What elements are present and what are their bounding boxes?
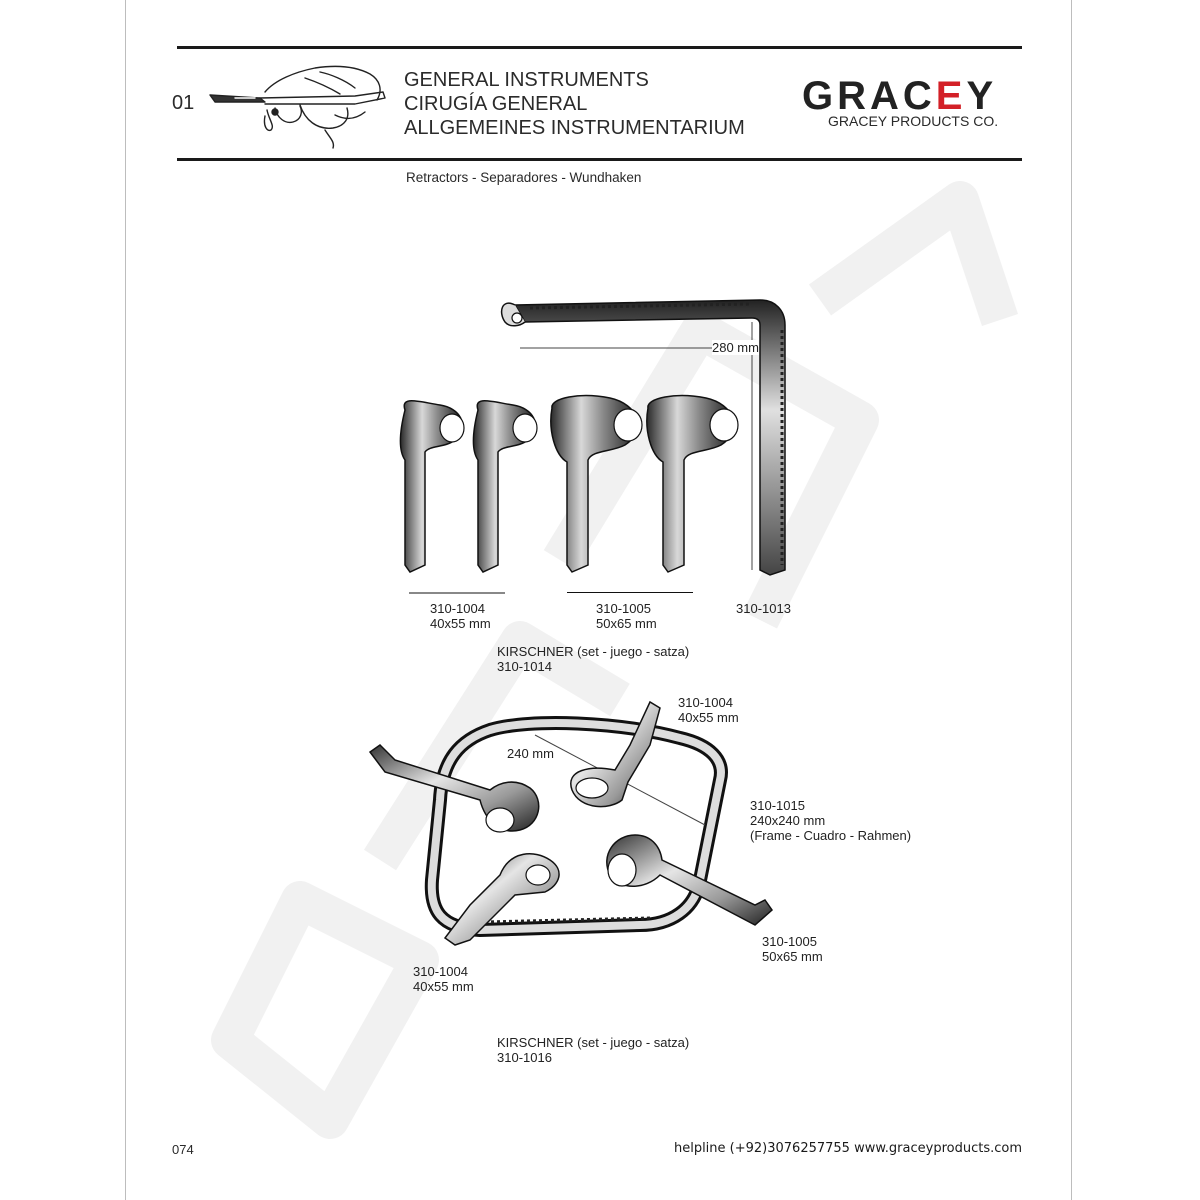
label-310-1013-code: 310-1013 — [736, 601, 791, 616]
bracket-line-1005 — [567, 592, 693, 593]
label-top-blade-size: 40x55 mm — [678, 710, 739, 725]
dimension-240: 240 mm — [507, 746, 554, 761]
label-left-blade-code: 310-1004 — [413, 964, 468, 979]
label-310-1004-size: 40x55 mm — [430, 616, 491, 631]
label-left-blade-size: 40x55 mm — [413, 979, 474, 994]
bottom-frame-illustration — [360, 700, 780, 960]
set-code-bottom: 310-1016 — [497, 1050, 552, 1065]
top-instruments-illustration — [380, 280, 820, 600]
label-top-blade-code: 310-1004 — [678, 695, 733, 710]
title-line-2: CIRUGÍA GENERAL — [404, 93, 588, 115]
blade-310-1004-b — [473, 401, 537, 572]
dimension-280: 280 mm — [712, 340, 759, 355]
label-right-blade-code: 310-1005 — [762, 934, 817, 949]
label-310-1005-size: 50x65 mm — [596, 616, 657, 631]
subheading: Retractors - Separadores - Wundhaken — [406, 170, 642, 185]
set-code-top: 310-1014 — [497, 659, 552, 674]
blade-310-1004-a — [400, 401, 464, 572]
logo-wordmark: GRACEY — [802, 74, 998, 118]
footer-helpline: helpline (+92)3076257755 www.graceyproducts.com — [673, 1141, 1022, 1156]
label-frame-size: 240x240 mm — [750, 813, 826, 828]
title-line-3: ALLGEMEINES INSTRUMENTARIUM — [404, 117, 745, 139]
label-310-1005-code: 310-1005 — [596, 601, 651, 616]
label-right-blade-size: 50x65 mm — [762, 949, 823, 964]
title-line-1: GENERAL INSTRUMENTS — [404, 69, 649, 91]
label-310-1004-code: 310-1004 — [430, 601, 485, 616]
section-number: 01 — [172, 92, 195, 114]
header-top-rule — [177, 46, 1022, 49]
label-frame-code: 310-1015 — [750, 798, 805, 813]
label-frame-note: (Frame - Cuadro - Rahmen) — [750, 828, 912, 843]
hand-scalpel-icon — [205, 60, 395, 150]
blade-310-1005-a — [551, 396, 642, 572]
set-name-bottom: KIRSCHNER (set - juego - satza) — [497, 1035, 690, 1050]
blade-310-1005-b — [647, 396, 738, 572]
logo-subtitle: GRACEY PRODUCTS CO. — [828, 113, 999, 129]
page-number: 074 — [172, 1142, 194, 1157]
header-bottom-rule — [177, 158, 1022, 161]
set-name-top: KIRSCHNER (set - juego - satza) — [497, 644, 690, 659]
